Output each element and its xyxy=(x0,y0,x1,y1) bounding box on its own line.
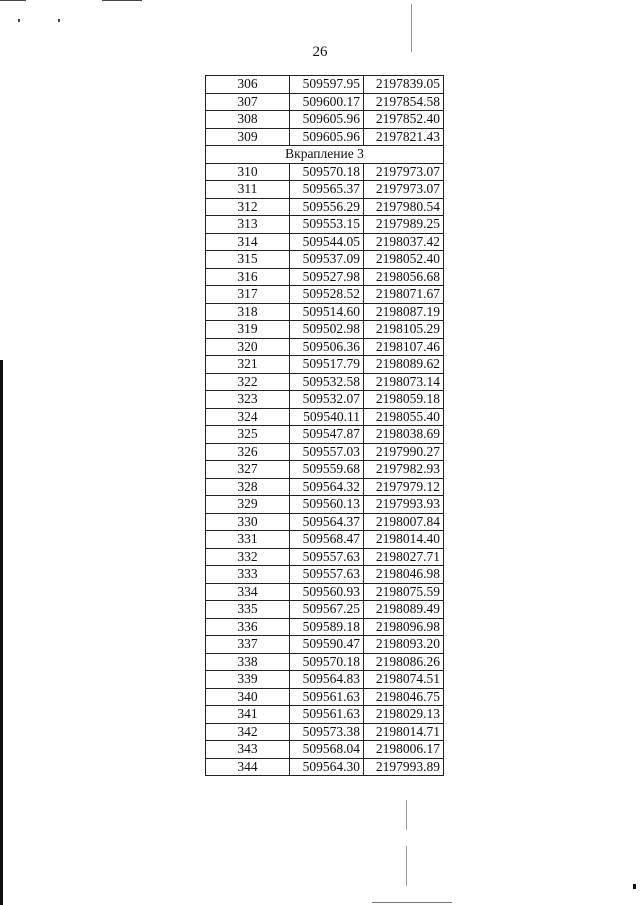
y-coordinate-cell: 2198073.14 xyxy=(364,373,444,391)
y-coordinate-cell: 2197980.54 xyxy=(364,198,444,216)
point-number-cell: 323 xyxy=(206,391,290,409)
y-coordinate-cell: 2198052.40 xyxy=(364,251,444,269)
table-row xyxy=(206,181,444,199)
table-row xyxy=(206,723,444,741)
y-coordinate-cell: 2197982.93 xyxy=(364,461,444,479)
x-coordinate-cell: 509506.36 xyxy=(290,338,364,356)
table-row xyxy=(206,128,444,146)
x-coordinate-cell: 509561.63 xyxy=(290,706,364,724)
y-coordinate-cell: 2197990.27 xyxy=(364,443,444,461)
scan-line-top-left xyxy=(0,0,26,1)
x-coordinate-cell: 509590.47 xyxy=(290,636,364,654)
x-coordinate-cell: 509556.29 xyxy=(290,198,364,216)
x-coordinate-cell: 509537.09 xyxy=(290,251,364,269)
table-row xyxy=(206,566,444,584)
table-row xyxy=(206,338,444,356)
point-number-cell: 340 xyxy=(206,688,290,706)
section-header-row xyxy=(206,146,444,164)
x-coordinate-cell: 509570.18 xyxy=(290,163,364,181)
x-coordinate-cell: 509540.11 xyxy=(290,408,364,426)
y-coordinate-cell: 2197979.12 xyxy=(364,478,444,496)
point-number-cell: 324 xyxy=(206,408,290,426)
y-coordinate-cell: 2198086.26 xyxy=(364,653,444,671)
table-row xyxy=(206,93,444,111)
y-coordinate-cell: 2198038.69 xyxy=(364,426,444,444)
point-number-cell: 312 xyxy=(206,198,290,216)
point-number-cell: 334 xyxy=(206,583,290,601)
x-coordinate-cell: 509573.38 xyxy=(290,723,364,741)
point-number-cell: 326 xyxy=(206,443,290,461)
y-coordinate-cell: 2198089.49 xyxy=(364,601,444,619)
table-body-after xyxy=(206,163,444,776)
y-coordinate-cell: 2198007.84 xyxy=(364,513,444,531)
table-row xyxy=(206,636,444,654)
point-number-cell: 317 xyxy=(206,286,290,304)
point-number-cell: 327 xyxy=(206,461,290,479)
table-row xyxy=(206,233,444,251)
table-row xyxy=(206,163,444,181)
scan-line-vertical xyxy=(406,846,407,886)
section-label: Вкрапление 3 xyxy=(206,146,444,164)
x-coordinate-cell: 509597.95 xyxy=(290,76,364,94)
y-coordinate-cell: 2198093.20 xyxy=(364,636,444,654)
x-coordinate-cell: 509564.30 xyxy=(290,758,364,776)
point-number-cell: 310 xyxy=(206,163,290,181)
y-coordinate-cell: 2197993.89 xyxy=(364,758,444,776)
y-coordinate-cell: 2197852.40 xyxy=(364,111,444,129)
y-coordinate-cell: 2198059.18 xyxy=(364,391,444,409)
point-number-cell: 311 xyxy=(206,181,290,199)
x-coordinate-cell: 509568.04 xyxy=(290,741,364,759)
table-row xyxy=(206,688,444,706)
scan-line-top-center xyxy=(102,0,142,1)
y-coordinate-cell: 2197989.25 xyxy=(364,216,444,234)
point-number-cell: 321 xyxy=(206,356,290,374)
y-coordinate-cell: 2198055.40 xyxy=(364,408,444,426)
y-coordinate-cell: 2197993.93 xyxy=(364,496,444,514)
y-coordinate-cell: 2198014.71 xyxy=(364,723,444,741)
point-number-cell: 307 xyxy=(206,93,290,111)
scan-dot xyxy=(58,19,60,22)
x-coordinate-cell: 509605.96 xyxy=(290,111,364,129)
x-coordinate-cell: 509568.47 xyxy=(290,531,364,549)
table-row xyxy=(206,356,444,374)
table-row xyxy=(206,443,444,461)
table-row xyxy=(206,426,444,444)
table-row xyxy=(206,408,444,426)
point-number-cell: 306 xyxy=(206,76,290,94)
table-row xyxy=(206,391,444,409)
table-row xyxy=(206,321,444,339)
y-coordinate-cell: 2198056.68 xyxy=(364,268,444,286)
point-number-cell: 319 xyxy=(206,321,290,339)
x-coordinate-cell: 509502.98 xyxy=(290,321,364,339)
point-number-cell: 309 xyxy=(206,128,290,146)
y-coordinate-cell: 2198105.29 xyxy=(364,321,444,339)
table-row xyxy=(206,653,444,671)
x-coordinate-cell: 509560.13 xyxy=(290,496,364,514)
x-coordinate-cell: 509557.03 xyxy=(290,443,364,461)
table-row xyxy=(206,216,444,234)
point-number-cell: 339 xyxy=(206,671,290,689)
y-coordinate-cell: 2197973.07 xyxy=(364,163,444,181)
point-number-cell: 329 xyxy=(206,496,290,514)
point-number-cell: 325 xyxy=(206,426,290,444)
x-coordinate-cell: 509567.25 xyxy=(290,601,364,619)
y-coordinate-cell: 2198037.42 xyxy=(364,233,444,251)
table-row xyxy=(206,618,444,636)
x-coordinate-cell: 509560.93 xyxy=(290,583,364,601)
y-coordinate-cell: 2198107.46 xyxy=(364,338,444,356)
x-coordinate-cell: 509564.37 xyxy=(290,513,364,531)
point-number-cell: 316 xyxy=(206,268,290,286)
table-row xyxy=(206,531,444,549)
x-coordinate-cell: 509517.79 xyxy=(290,356,364,374)
point-number-cell: 315 xyxy=(206,251,290,269)
x-coordinate-cell: 509559.68 xyxy=(290,461,364,479)
x-coordinate-cell: 509565.37 xyxy=(290,181,364,199)
y-coordinate-cell: 2198046.75 xyxy=(364,688,444,706)
table-row xyxy=(206,706,444,724)
x-coordinate-cell: 509557.63 xyxy=(290,548,364,566)
table-row xyxy=(206,478,444,496)
x-coordinate-cell: 509532.58 xyxy=(290,373,364,391)
x-coordinate-cell: 509553.15 xyxy=(290,216,364,234)
x-coordinate-cell: 509589.18 xyxy=(290,618,364,636)
table-row xyxy=(206,76,444,94)
y-coordinate-cell: 2198006.17 xyxy=(364,741,444,759)
table-row xyxy=(206,548,444,566)
y-coordinate-cell: 2198071.67 xyxy=(364,286,444,304)
point-number-cell: 314 xyxy=(206,233,290,251)
x-coordinate-cell: 509527.98 xyxy=(290,268,364,286)
x-coordinate-cell: 509600.17 xyxy=(290,93,364,111)
point-number-cell: 343 xyxy=(206,741,290,759)
x-coordinate-cell: 509557.63 xyxy=(290,566,364,584)
scan-dot xyxy=(18,19,20,22)
point-number-cell: 341 xyxy=(206,706,290,724)
y-coordinate-cell: 2198029.13 xyxy=(364,706,444,724)
y-coordinate-cell: 2198027.71 xyxy=(364,548,444,566)
x-coordinate-cell: 509514.60 xyxy=(290,303,364,321)
y-coordinate-cell: 2198074.51 xyxy=(364,671,444,689)
point-number-cell: 320 xyxy=(206,338,290,356)
table-row xyxy=(206,583,444,601)
point-number-cell: 333 xyxy=(206,566,290,584)
point-number-cell: 344 xyxy=(206,758,290,776)
x-coordinate-cell: 509605.96 xyxy=(290,128,364,146)
x-coordinate-cell: 509564.32 xyxy=(290,478,364,496)
table-row xyxy=(206,286,444,304)
y-coordinate-cell: 2198089.62 xyxy=(364,356,444,374)
table-row xyxy=(206,758,444,776)
table-row xyxy=(206,251,444,269)
y-coordinate-cell: 2198014.40 xyxy=(364,531,444,549)
point-number-cell: 313 xyxy=(206,216,290,234)
table-row xyxy=(206,198,444,216)
x-coordinate-cell: 509544.05 xyxy=(290,233,364,251)
x-coordinate-cell: 509570.18 xyxy=(290,653,364,671)
x-coordinate-cell: 509547.87 xyxy=(290,426,364,444)
table-row xyxy=(206,111,444,129)
y-coordinate-cell: 2197821.43 xyxy=(364,128,444,146)
point-number-cell: 318 xyxy=(206,303,290,321)
coordinates-table xyxy=(205,75,444,776)
table-body-before xyxy=(206,76,444,146)
scan-line-vertical xyxy=(406,800,407,830)
table-row xyxy=(206,373,444,391)
y-coordinate-cell: 2197854.58 xyxy=(364,93,444,111)
y-coordinate-cell: 2198087.19 xyxy=(364,303,444,321)
table-row xyxy=(206,461,444,479)
section-header-body xyxy=(206,146,444,164)
point-number-cell: 328 xyxy=(206,478,290,496)
table-row xyxy=(206,741,444,759)
point-number-cell: 330 xyxy=(206,513,290,531)
y-coordinate-cell: 2198096.98 xyxy=(364,618,444,636)
table-row xyxy=(206,496,444,514)
x-coordinate-cell: 509561.63 xyxy=(290,688,364,706)
point-number-cell: 337 xyxy=(206,636,290,654)
table-row xyxy=(206,513,444,531)
point-number-cell: 308 xyxy=(206,111,290,129)
table-row xyxy=(206,268,444,286)
scan-line-bottom xyxy=(372,902,452,903)
y-coordinate-cell: 2198046.98 xyxy=(364,566,444,584)
scan-edge-left xyxy=(0,360,3,905)
point-number-cell: 335 xyxy=(206,601,290,619)
x-coordinate-cell: 509532.07 xyxy=(290,391,364,409)
point-number-cell: 322 xyxy=(206,373,290,391)
point-number-cell: 338 xyxy=(206,653,290,671)
point-number-cell: 342 xyxy=(206,723,290,741)
x-coordinate-cell: 509564.83 xyxy=(290,671,364,689)
point-number-cell: 336 xyxy=(206,618,290,636)
table-row xyxy=(206,303,444,321)
table-row xyxy=(206,671,444,689)
point-number-cell: 331 xyxy=(206,531,290,549)
point-number-cell: 332 xyxy=(206,548,290,566)
scan-dot xyxy=(633,884,636,889)
table-row xyxy=(206,601,444,619)
x-coordinate-cell: 509528.52 xyxy=(290,286,364,304)
y-coordinate-cell: 2197973.07 xyxy=(364,181,444,199)
page-number: 26 xyxy=(312,44,328,60)
y-coordinate-cell: 2197839.05 xyxy=(364,76,444,94)
y-coordinate-cell: 2198075.59 xyxy=(364,583,444,601)
